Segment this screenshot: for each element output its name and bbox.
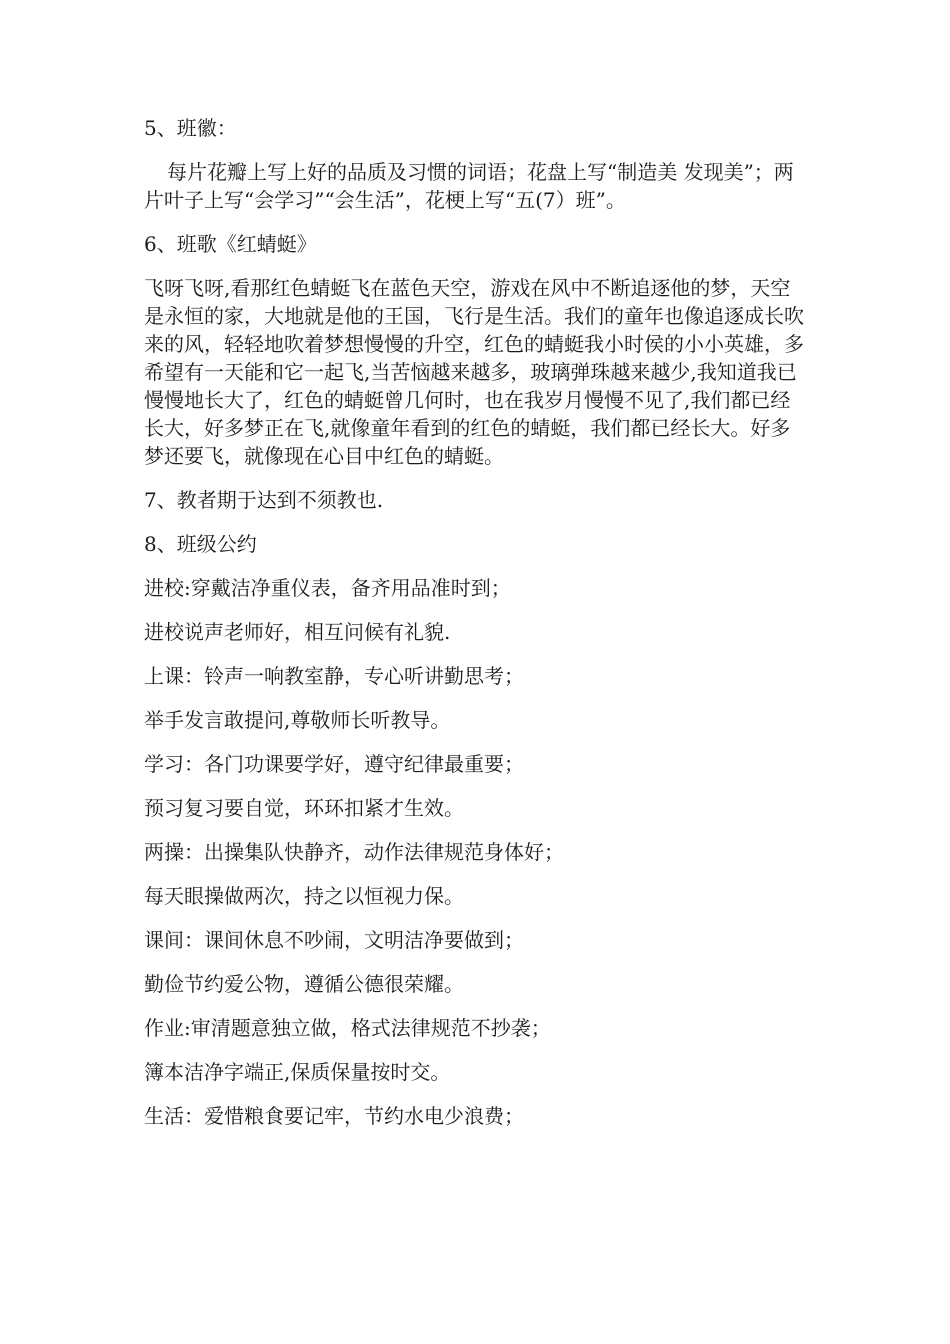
section-heading-class-emblem: 5、班徽：: [144, 116, 237, 140]
section-heading-teaching-motto: 7、教者期于达到不须教也.: [144, 488, 384, 512]
convention-line: 预习复习要自觉，环环扣紧才生效。: [144, 796, 464, 820]
convention-line: 两操：出操集队快静齐，动作法律规范身体好；: [144, 840, 564, 864]
section-heading-class-song: 6、班歌《红蜻蜓》: [144, 232, 317, 256]
convention-line: 勤俭节约爱公物，遵循公德很荣耀。: [144, 972, 464, 996]
convention-line: 举手发言敢提问,尊敬师长听教导。: [144, 708, 451, 732]
document-body: [144, 114, 810, 1146]
convention-line: 进校:穿戴洁净重仪表，备齐用品准时到；: [144, 576, 511, 600]
convention-line: 上课：铃声一响教室静，专心听讲勤思考；: [144, 664, 524, 688]
paragraph-class-song-lyrics: 飞呀飞呀,看那红色蜻蜓飞在蓝色天空，游戏在风中不断追逐他的梦，天空是永恒的家，大地就是他的王国，飞行是生活。我们的童年也像追逐成长吹来的风，轻轻地吹着梦想慢慢的升空，红色的蜻蜓我小时侯的小小英雄，多希望有一天能和它一起飞,当苦恼越来越多，玻璃弹珠越来越少,我知道我已慢慢地长大了，红色的蜻蜓曾几何时，也在我岁月慢慢不见了,我们都已经长大，好多梦正在飞,就像童年看到的红色的蜻蜓，我们都已经长大。好多梦还要飞，就像现在心目中红色的蜻蜓。: [144, 276, 804, 468]
section-heading-class-convention: 8、班级公约: [144, 532, 257, 556]
paragraph-class-emblem-description: 每片花瓣上写上好的品质及习惯的词语；花盘上写“制造美 发现美”；两片叶子上写“会学习”“会生活”，花梗上写“五(7）班”。: [144, 160, 794, 212]
convention-line: 学习：各门功课要学好，遵守纪律最重要；: [144, 752, 524, 776]
convention-line: 课间：课间休息不吵闹，文明洁净要做到；: [144, 928, 524, 952]
convention-line: 生活：爱惜粮食要记牢，节约水电少浪费；: [144, 1104, 524, 1128]
convention-line: 作业:审清题意独立做，格式法律规范不抄袭；: [144, 1016, 551, 1040]
convention-line: 进校说声老师好，相互问候有礼貌.: [144, 620, 451, 644]
convention-line: 每天眼操做两次，持之以恒视力保。: [144, 884, 464, 908]
convention-line: 簿本洁净字端正,保质保量按时交。: [144, 1060, 451, 1084]
